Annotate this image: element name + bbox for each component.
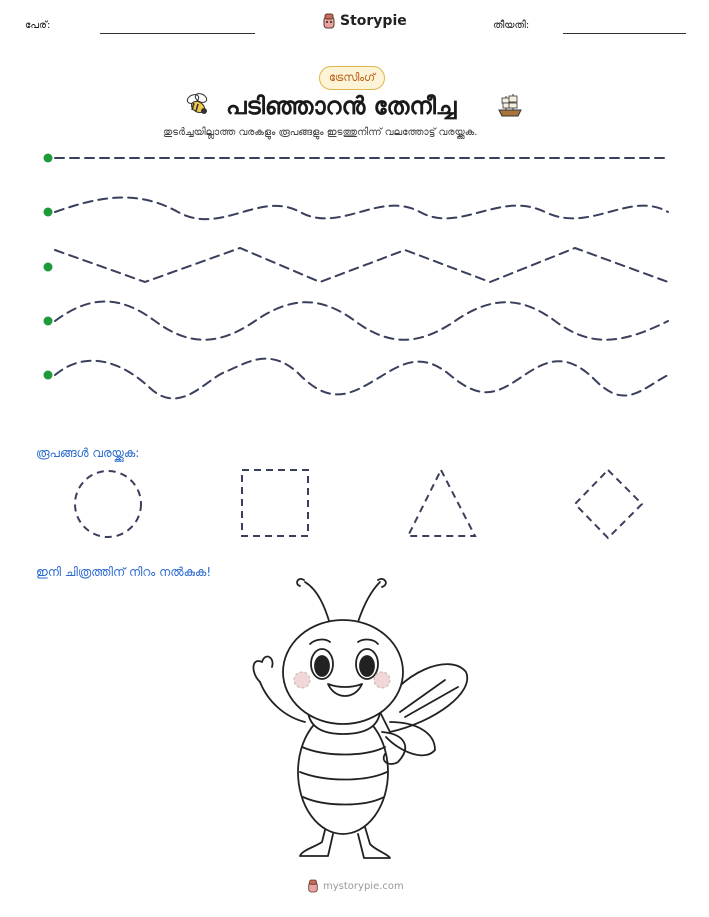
name-label: പേര്: [25, 20, 51, 31]
tracing-shape-diamond[interactable] [575, 470, 642, 538]
tracing-line-smooth-wave[interactable] [55, 198, 668, 220]
name-field-line[interactable] [100, 33, 255, 34]
start-dot [44, 317, 53, 326]
shapes-area [0, 460, 709, 550]
brand-logo [322, 13, 407, 29]
tracing-shape-triangle[interactable] [408, 470, 475, 536]
worksheet-type-badge: ട്രേസിംഗ് [319, 66, 385, 90]
storypie-mascot-icon [322, 13, 336, 29]
start-dot [44, 371, 53, 380]
start-dot [44, 208, 53, 217]
date-label: തീയതി: [493, 20, 530, 31]
tracing-line-zigzag[interactable] [55, 248, 668, 282]
coloring-section-title: ഇനി ചിത്രത്തിന് നിറം നൽകുക! [36, 565, 212, 579]
bee-coloring-illustration[interactable] [230, 572, 480, 862]
storypie-mascot-icon [307, 879, 319, 893]
brand-name: Storypie [340, 13, 407, 29]
instructions-text: തുടർച്ചയില്ലാത്ത വരകളും രൂപങ്ങളും ഇടത്തുനിന്ന് വലത്തോട്ട് വരയ്ക്കുക. [163, 127, 478, 138]
footer [307, 879, 404, 893]
start-dot [44, 263, 53, 272]
shapes-section-title: രൂപങ്ങൾ വരയ്ക്കുക: [36, 446, 140, 460]
tracing-lines-area [0, 140, 709, 400]
tracing-line-bumpy-wave[interactable] [55, 359, 668, 399]
tracing-shape-circle[interactable] [75, 471, 141, 537]
ship-icon [496, 92, 524, 118]
bee-icon [184, 90, 212, 118]
footer-url[interactable]: mystorypie.com [323, 880, 404, 892]
worksheet-title: പടിഞ്ഞാറൻ തേനീച്ച [226, 92, 457, 120]
start-dot [44, 154, 53, 163]
tracing-shape-square[interactable] [242, 470, 308, 536]
date-field-line[interactable] [563, 33, 686, 34]
tracing-line-wave[interactable] [55, 302, 668, 340]
